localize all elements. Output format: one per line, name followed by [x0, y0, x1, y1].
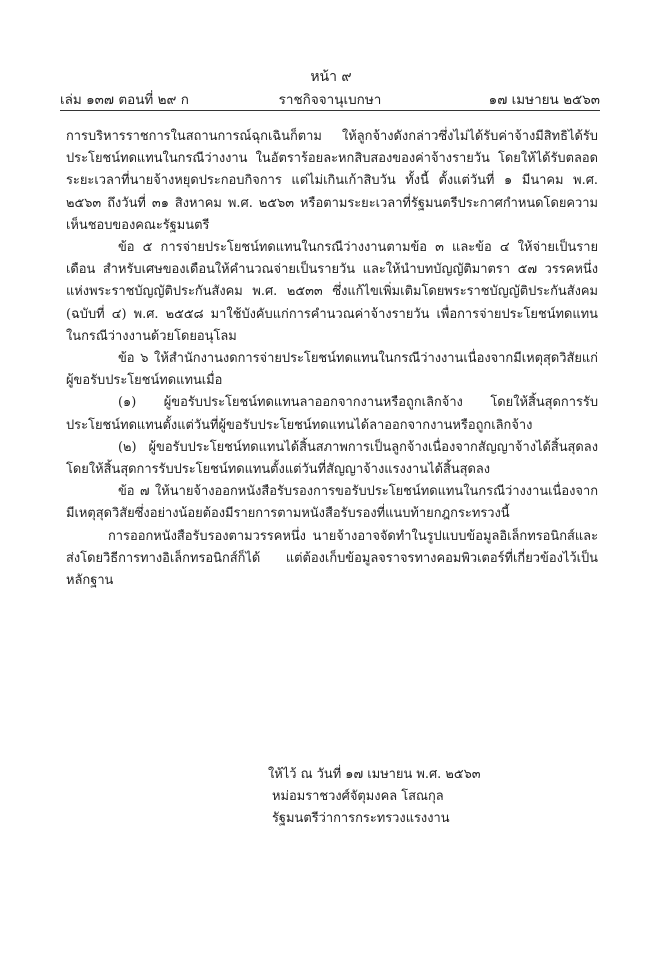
paragraph-clause-7-second: การออกหนังสือรับรองตามวรรคหนึ่ง นายจ้างอาจจัดทำในรูปแบบข้อมูลอิเล็กทรอนิกส์และส่งโดยวิธีการทางอิเล็กทรอนิกส์ก็ได้ แต่ต้องเก็บข้อมูลจราจรทางคอมพิวเตอร์ที่เกี่ยวข้องไว้เป็นหลักฐาน: [66, 528, 598, 589]
paragraph-clause-6-item-1: (๑) ผู้ขอรับประโยชน์ทดแทนลาออกจากงานหรือถูกเลิกจ้าง โดยให้สิ้นสุดการรับประโยชน์ทดแทนตั้งแต่วันที่ผู้ขอรับประโยชน์ทดแทนได้ลาออกจากงานหรือถูกเลิกจ้าง: [66, 395, 598, 433]
paragraph-clause-6: ข้อ ๖ ให้สำนักงานงดการจ่ายประโยชน์ทดแทนในกรณีว่างงานเนื่องจากมีเหตุสุดวิสัยแก่ผู้ขอรับประโยชน์ทดแทนเมื่อ: [66, 351, 598, 389]
paragraph-clause-7: ข้อ ๗ ให้นายจ้างออกหนังสือรับรองการขอรับประโยชน์ทดแทนในกรณีว่างงานเนื่องจากมีเหตุสุดวิสัยซึ่งอย่างน้อยต้องมีรายการตามหนังสือรับรองที่แนบท้ายกฎกระทรวงนี้: [66, 484, 598, 522]
header-rule: [60, 110, 600, 111]
paragraph-clause-5: ข้อ ๕ การจ่ายประโยชน์ทดแทนในกรณีว่างงานตามข้อ ๓ และข้อ ๔ ให้จ่ายเป็นรายเดือน สำหรับเศษของเดือนให้คำนวณจ่ายเป็นรายวัน และให้นำบทบัญญัติมาตรา ๕๗ วรรคหนึ่ง แห่งพระราชบัญญัติประกันสังคม พ.ศ. ๒๕๓๓ ซึ่งแก้ไขเพิ่มเติมโดยพระราชบัญญัติประกันสังคม (ฉบับที่ ๔) พ.ศ. ๒๕๕๘ มาใช้บังคับแก่การคำนวณค่าจ้างรายวัน เพื่อการจ่ายประโยชน์ทดแทนในกรณีว่างงานด้วยโดยอนุโลม: [66, 240, 598, 344]
paragraph-clause-6-item-2: (๒) ผู้ขอรับประโยชน์ทดแทนได้สิ้นสภาพการเป็นลูกจ้างเนื่องจากสัญญาจ้างได้สิ้นสุดลง โดยให้สิ้นสุดการรับประโยชน์ทดแทนตั้งแต่วันที่สัญญาจ้างแรงงานได้สิ้นสุดลง: [66, 439, 598, 478]
paragraph-continuation: การบริหารราชการในสถานการณ์ฉุกเฉินก็ตาม ให้ลูกจ้างดังกล่าวซึ่งไม่ได้รับค่าจ้างมีสิทธิได้รับประโยชน์ทดแทนในกรณีว่างงาน ในอัตราร้อยละหกสิบสองของค่าจ้างรายวัน โดยให้ได้รับตลอดระยะเวลาที่นายจ้างหยุดประกอบกิจการ แต่ไม่เกินเก้าสิบวัน ทั้งนี้ ตั้งแต่วันที่ ๑ มีนาคม พ.ศ. ๒๕๖๓ ถึงวันที่ ๓๑ สิงหาคม พ.ศ. ๒๕๖๓ หรือตามระยะเวลาที่รัฐมนตรีประกาศกำหนดโดยความเห็นชอบของคณะรัฐมนตรี: [66, 129, 598, 233]
issue-date: ๑๗ เมษายน ๒๕๖๓: [488, 92, 600, 108]
gazette-title: ราชกิจจานุเบกษา: [278, 92, 382, 108]
gazette-header: [60, 88, 600, 106]
page-number: หน้า ๙: [310, 69, 352, 85]
signature-date: ให้ไว้ ณ วันที่ ๑๗ เมษายน พ.ศ. ๒๕๖๓: [268, 767, 481, 782]
signatory-name: หม่อมราชวงศ์จัตุมงคล โสณกุล: [272, 789, 444, 804]
signatory-title: รัฐมนตรีว่าการกระทรวงแรงงาน: [272, 811, 450, 826]
document-body: [66, 126, 598, 592]
volume-issue: เล่ม ๑๓๗ ตอนที่ ๒๙ ก: [60, 92, 189, 108]
signature-block: [268, 764, 481, 830]
